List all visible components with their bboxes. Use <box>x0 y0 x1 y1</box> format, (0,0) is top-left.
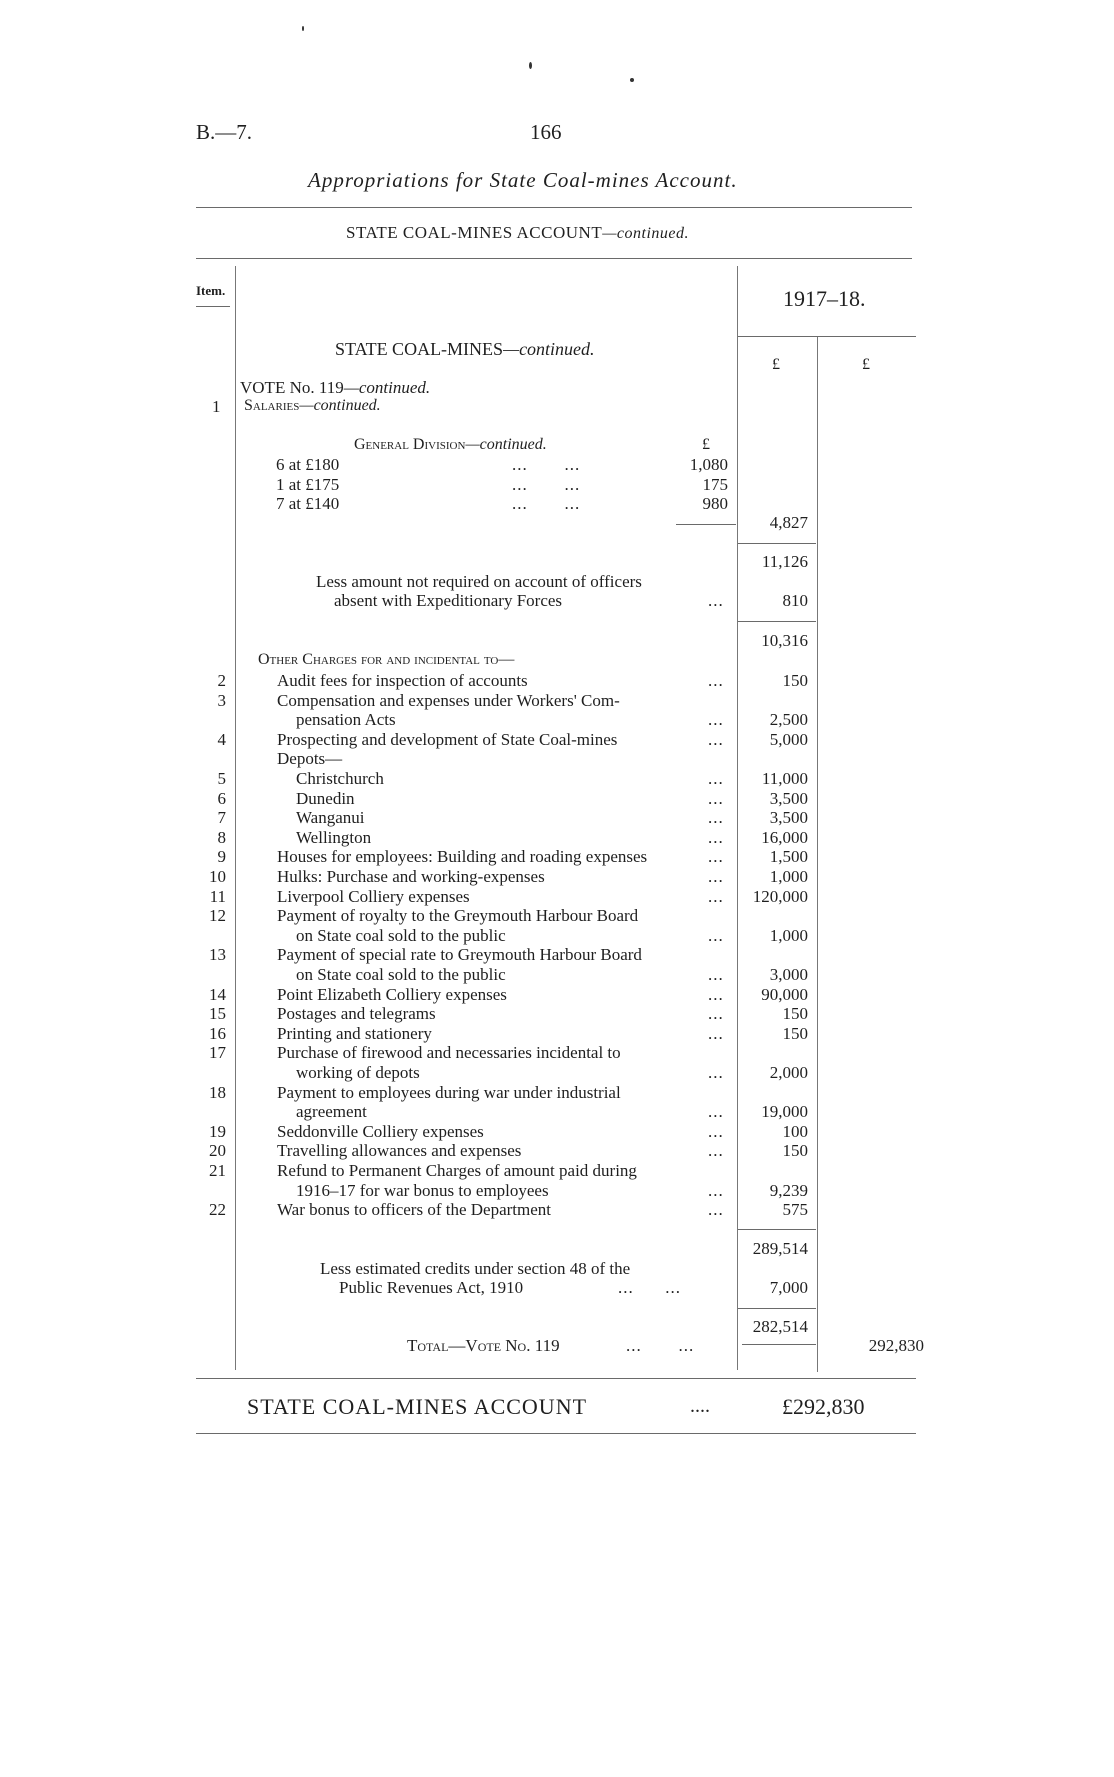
charge-item-number: 19 <box>209 1121 226 1141</box>
document-reference: B.—7. <box>196 120 253 144</box>
charge-amount: 120,000 <box>752 886 808 906</box>
salaries-heading-cont: —continued. <box>299 397 381 414</box>
charge-item-number: 2 <box>217 671 226 690</box>
charge-dots: ... <box>708 867 724 886</box>
currency-header-2: £ <box>862 356 870 373</box>
charge-dots: ... <box>708 1141 724 1161</box>
charge-dots: ... <box>708 827 724 847</box>
general-sum-rule <box>676 524 736 525</box>
charge-description: pensation Acts <box>296 710 396 730</box>
general-row-amount: 175 <box>702 474 728 494</box>
charge-amount: 150 <box>782 1141 808 1161</box>
charge-description: on State coal sold to the public <box>296 925 506 945</box>
charge-amount: 3,500 <box>769 788 808 808</box>
table-bottom-rule <box>196 1378 916 1379</box>
charge-amount: 3,500 <box>769 808 808 828</box>
charge-amount: 11,000 <box>761 769 808 788</box>
general-division-heading <box>354 437 547 453</box>
currency-header-1: £ <box>772 356 780 373</box>
charge-dots: ... <box>708 671 724 690</box>
item-column-divider <box>235 266 236 1370</box>
charge-amount: 150 <box>782 1004 808 1024</box>
less-officers-amount: 810 <box>782 591 808 610</box>
year-header-rule <box>738 336 916 337</box>
charge-item-number: 11 <box>209 886 226 906</box>
page-number: 166 <box>530 120 562 144</box>
general-row-dots: ... ... <box>512 494 581 513</box>
charge-amount: 3,000 <box>769 965 808 984</box>
account-subtitle-cont: —continued. <box>602 225 690 242</box>
charge-description: Wellington <box>296 827 372 847</box>
charge-description: Dunedin <box>296 788 355 808</box>
footer-rule <box>196 1433 916 1434</box>
less-officers-line1: Less amount not required on account of officers <box>316 572 642 591</box>
general-division-total: 4,827 <box>769 513 808 532</box>
amount-column-divider <box>737 266 738 1370</box>
charge-amount: 1,000 <box>769 867 808 886</box>
credits-dots: ... ... <box>618 1278 681 1297</box>
general-row-dots: ... ... <box>512 455 581 474</box>
scan-speck <box>302 26 304 31</box>
general-row-label: 1 at £175 <box>276 474 340 494</box>
charge-description: working of depots <box>296 1063 420 1082</box>
charge-item-number: 22 <box>209 1200 226 1220</box>
charge-description: 1916–17 for war bonus to employees <box>296 1180 549 1200</box>
vote-heading-cont: —continued. <box>343 378 431 397</box>
charge-item-number: 14 <box>209 984 226 1004</box>
section-title-main: STATE COAL-MINES <box>335 339 504 359</box>
general-division-cont: —continued. <box>465 436 547 453</box>
charge-dots: ... <box>708 1004 724 1024</box>
charge-amount: 150 <box>782 1023 808 1043</box>
charge-item-number: 3 <box>217 690 226 710</box>
charge-description: Printing and stationery <box>277 1023 432 1043</box>
charge-description: Purchase of firewood and necessaries incidental to <box>277 1043 621 1063</box>
charge-item-number: 13 <box>209 945 226 965</box>
charge-dots: ... <box>708 1063 724 1082</box>
salaries-heading-main: Salaries <box>244 397 300 414</box>
title-rule <box>196 207 912 208</box>
charge-item-number: 8 <box>217 827 226 847</box>
page-title: Appropriations for State Coal-mines Account. <box>308 168 738 192</box>
charge-amount: 575 <box>782 1200 808 1220</box>
charge-item-number: 21 <box>209 1161 226 1180</box>
vote-total: 292,830 <box>868 1336 924 1355</box>
charges-net-rule <box>738 1308 816 1309</box>
section-title-cont: —continued. <box>503 339 595 359</box>
charge-dots: ... <box>708 965 724 984</box>
general-row-amount: 980 <box>702 494 728 513</box>
currency-inner-header: £ <box>702 436 710 453</box>
section-title <box>335 340 595 358</box>
charge-description: on State coal sold to the public <box>296 965 506 984</box>
credits-line1: Less estimated credits under section 48 of the <box>320 1259 631 1278</box>
general-row-label: 7 at £140 <box>276 494 340 513</box>
credits-amount: 7,000 <box>769 1278 808 1297</box>
charge-amount: 16,000 <box>761 827 808 847</box>
charge-description: Wanganui <box>296 808 365 828</box>
charge-description: Liverpool Colliery expenses <box>277 886 470 906</box>
charge-description: Audit fees for inspection of accounts <box>277 671 528 690</box>
vote-total-rule <box>742 1344 816 1345</box>
charge-description: Payment of royalty to the Greymouth Harbour Board <box>277 906 639 926</box>
salaries-net: 10,316 <box>761 631 808 650</box>
charge-item-number: 20 <box>209 1141 226 1161</box>
charge-item-number: 12 <box>209 906 226 926</box>
scan-speck <box>529 62 532 69</box>
charge-description: Point Elizabeth Colliery expenses <box>277 984 507 1004</box>
charge-item-number: 15 <box>209 1004 226 1024</box>
salaries-gross: 11,126 <box>761 552 808 571</box>
charge-description: Prospecting and development of State Coal-mines <box>277 729 618 749</box>
charge-amount: 150 <box>782 671 808 690</box>
vote-heading-main: VOTE No. 119 <box>240 378 344 397</box>
charge-dots: ... <box>708 729 724 749</box>
general-row-amount: 1,080 <box>689 455 728 474</box>
charge-amount: 90,000 <box>761 984 808 1004</box>
general-division-main: General Division <box>354 436 466 453</box>
charge-description: Refund to Permanent Charges of amount paid during <box>277 1161 637 1180</box>
charges-net: 282,514 <box>752 1317 808 1336</box>
charge-description: Travelling allowances and expenses <box>277 1141 522 1161</box>
charge-description: agreement <box>296 1102 367 1122</box>
charge-description: Postages and telegrams <box>277 1004 436 1024</box>
less-officers-line2: absent with Expeditionary Forces <box>334 591 563 610</box>
charge-dots: ... <box>708 769 724 788</box>
charge-dots: ... <box>708 1121 724 1141</box>
year-column-header: 1917–18. <box>783 286 866 311</box>
charge-dots: ... <box>708 984 724 1004</box>
charge-dots: ... <box>708 1023 724 1043</box>
charge-item-number: 7 <box>217 808 226 828</box>
item-header-rule <box>196 306 230 307</box>
less-officers-dots: ... <box>708 591 724 610</box>
charge-amount: 2,000 <box>769 1063 808 1082</box>
charge-description: Houses for employees: Building and roading expenses <box>277 847 648 867</box>
charge-amount: 100 <box>782 1121 808 1141</box>
item-column-header: Item. <box>196 283 226 298</box>
total-column-divider <box>817 336 818 1372</box>
charge-amount: 2,500 <box>769 710 808 730</box>
charge-item-number: 10 <box>209 867 226 886</box>
charge-amount: 9,239 <box>769 1180 808 1200</box>
salaries-item-number: 1 <box>212 397 221 416</box>
scan-speck <box>630 78 634 82</box>
footer-dots: .... <box>690 1395 710 1417</box>
charge-description: Christchurch <box>296 769 384 788</box>
general-row-label: 6 at £180 <box>276 455 340 474</box>
salaries-heading <box>244 398 381 414</box>
charge-amount: 1,000 <box>769 925 808 945</box>
charge-description: War bonus to officers of the Department <box>277 1200 552 1220</box>
footer-label: STATE COAL-MINES ACCOUNT <box>247 1394 588 1419</box>
charge-dots: ... <box>708 1102 724 1122</box>
charge-dots: ... <box>708 925 724 945</box>
vote-total-label: Total—Vote No. 119 <box>407 1336 560 1355</box>
charge-dots: ... <box>708 710 724 730</box>
charge-dots: ... <box>708 1200 724 1220</box>
salaries-net-rule <box>738 621 816 622</box>
subtitle-rule <box>196 258 912 259</box>
charge-dots: ... <box>708 1180 724 1200</box>
charge-item-number: 16 <box>209 1023 226 1043</box>
charge-amount: 1,500 <box>769 847 808 867</box>
charge-dots: ... <box>708 847 724 867</box>
charge-description: Seddonville Colliery expenses <box>277 1121 484 1141</box>
charge-dots: ... <box>708 808 724 828</box>
vote-heading <box>240 379 430 396</box>
vote-total-dots: ... ... <box>626 1336 695 1355</box>
charge-description: Payment to employees during war under industrial <box>277 1082 621 1102</box>
salaries-gross-rule <box>738 543 816 544</box>
charge-item-number: 4 <box>217 729 226 749</box>
charge-item-number: 9 <box>217 847 226 867</box>
general-row-dots: ... ... <box>512 474 581 494</box>
charge-description: Payment of special rate to Greymouth Harbour Board <box>277 945 642 965</box>
charge-item-number: 17 <box>209 1043 226 1063</box>
charge-item-number: 18 <box>209 1082 226 1102</box>
charge-item-number: 6 <box>217 788 226 808</box>
charge-dots: ... <box>708 788 724 808</box>
charge-description: Depots— <box>277 749 343 769</box>
charges-gross-rule <box>738 1229 816 1230</box>
charge-item-number: 5 <box>217 769 226 788</box>
charge-description: Hulks: Purchase and working-expenses <box>277 867 545 886</box>
charge-amount: 19,000 <box>761 1102 808 1122</box>
charges-gross: 289,514 <box>752 1239 808 1258</box>
account-subtitle-main: STATE COAL-MINES ACCOUNT <box>346 223 603 242</box>
other-charges-heading: Other Charges for and incidental to— <box>258 651 515 668</box>
footer-amount: £292,830 <box>782 1394 865 1419</box>
account-subtitle <box>346 224 689 242</box>
charge-dots: ... <box>708 886 724 906</box>
charge-description: Compensation and expenses under Workers' Com- <box>277 690 620 710</box>
charge-amount: 5,000 <box>769 729 808 749</box>
credits-line2: Public Revenues Act, 1910 <box>339 1278 524 1297</box>
